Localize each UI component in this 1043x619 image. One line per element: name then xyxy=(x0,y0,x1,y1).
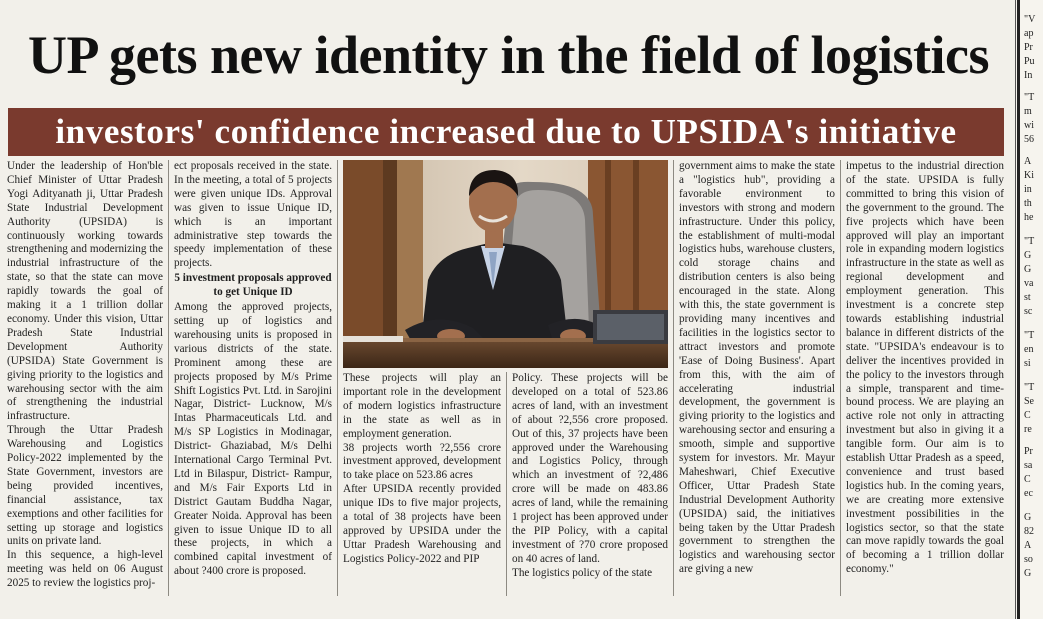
column-1-paragraph-3: In this sequence, a high-level meeting was held on 06 August 2025 to review the logistics proj- xyxy=(7,549,163,590)
neighbor-strip-line: A xyxy=(1024,540,1032,551)
column-4-paragraph-1: Policy. These projects will be developed on a total of 523.86 acres of land, with an investment of about ?2,556 crore proposed. Out of this, 37 projects have been approved under the Warehousing and Logistics Policy, through which an investment of ?2,486 crore will be made on 483.86 acres of land, while the remaining 1 project has been approved under the PIP Policy, with a capital investment of ?70 crore proposed on 40 acres of land. xyxy=(512,372,668,565)
neighbor-strip-line: C xyxy=(1024,410,1031,421)
neighbor-strip-line: ec xyxy=(1024,488,1033,499)
subheadline-banner: investors' confidence increased due to UPSIDA's initiative xyxy=(8,108,1004,156)
neighbor-strip-line: in xyxy=(1024,184,1032,195)
neighbor-strip-line: G xyxy=(1024,568,1032,579)
neighbor-strip-line: C xyxy=(1024,474,1031,485)
column-5 xyxy=(679,160,835,598)
neighbor-strip-line: In xyxy=(1024,70,1033,81)
neighbor-strip-line: Pu xyxy=(1024,56,1035,67)
neighbor-strip-line: "T xyxy=(1024,330,1035,341)
column-2-paragraph-2: Among the approved projects, setting up of logistics and warehousing units is proposed in various districts of the state. Prominent among these are projects proposed by M/s Prime Shift Logistics Pvt. Ltd. in Sarojini Nagar, District- Lucknow, M/s Intas Pharmaceuticals Ltd. and M/s SP Logistics in Modinagar, District- Ghaziabad, M/s Delhi International Cargo Terminal Pvt. Ltd in Bilaspur, District- Rampur, and M/s Fair Exports Ltd in District Gautam Buddha Nagar, Greater Noida. Approval has been given to issue Unique ID to all these projects, in which a combined capital investment of about ?400 crore is proposed. xyxy=(174,301,332,578)
neighbor-strip-line: en xyxy=(1024,344,1034,355)
neighbor-strip-line: 56 xyxy=(1024,134,1034,145)
column-5-paragraph-1: government aims to make the state a "logistics hub", providing a favorable environment to investors with strong and modern infrastructure. Under this policy, the establishment of multi-modal logistics hubs, warehouse clusters, cold storage chains and distribution centers is also being encouraged in the state. Along with this, the state government is providing many incentives and facilities in the logistics sector to attract investors and promote 'Ease of Doing Business'. Apart from this, with the aim of accelerating industrial development, the government is giving priority to the logistics and warehousing sector and ensuring a smooth, simple and supportive system for investors. Mr. Mayur Maheshwari, Chief Executive Officer, Uttar Pradesh State Industrial Development Authority (UPSIDA) said, the initiatives being taken by the Uttar Pradesh government to strengthen the logistics and warehousing sector are giving a new xyxy=(679,160,835,576)
column-1 xyxy=(7,160,163,598)
neighbor-strip-line: "T xyxy=(1024,382,1035,393)
headline: UP gets new identity in the field of logistics xyxy=(28,25,989,85)
column-4 xyxy=(512,372,668,598)
neighbor-strip-line: Pr xyxy=(1024,42,1033,53)
neighbor-strip-line: Pr xyxy=(1024,446,1033,457)
neighbor-strip-line: Se xyxy=(1024,396,1034,407)
column-divider xyxy=(168,160,169,596)
column-1-paragraph-2: Through the Uttar Pradesh Warehousing and Logistics Policy-2022 implemented by the State Government, investors are being provided incentives, financial assistance, tax exemptions and other facilities for setting up storage and logistics units on private land. xyxy=(7,424,163,548)
column-3-paragraph-3: After UPSIDA recently provided unique IDs to five major projects, a total of 38 projects have been approved by UPSIDA under the Uttar Pradesh Warehousing and Logistics Policy-2022 and PIP xyxy=(343,483,501,565)
neighbor-strip-line: th xyxy=(1024,198,1032,209)
neighbor-strip-line: va xyxy=(1024,278,1034,289)
column-divider xyxy=(673,160,674,596)
column-3-paragraph-2: 38 projects worth ?2,556 crore investment approved, development to take place on 523.86 acres xyxy=(343,441,501,482)
column-6-paragraph-1: impetus to the industrial direction of the state. UPSIDA is fully committed to bring this vision of the government to the ground. The five projects which have been approved will play an important role in expanding modern logistics infrastructure in the state as well as regional development and employment generation. This investment is a concrete step towards establishing industrial balance in different districts of the state. "UPSIDA's endeavour is to deliver the incentives provided in the policy to the investors through a simple, transparent and time-bound process. We are playing an active role not only in attracting investment but also in giving it a tangible form. Our aim is to establish Uttar Pradesh as a speed, convenience and trust based logistics hub. In the coming years, we are creating more extensive investment possibilities in the logistics sector, so that the state can move rapidly towards the goal of becoming a 1 trillion dollar economy." xyxy=(846,160,1004,576)
neighbor-strip-line: m xyxy=(1024,106,1032,117)
ceo-photo-illustration xyxy=(343,160,668,368)
neighbor-strip-line: "T xyxy=(1024,92,1035,103)
neighbor-strip-line: sa xyxy=(1024,460,1033,471)
column-divider xyxy=(337,160,338,596)
column-3-paragraph-1: These projects will play an important role in the development of modern logistics infrastructure in the state as well as in employment generation. xyxy=(343,372,501,440)
neighbor-strip-line: G xyxy=(1024,250,1032,261)
ceo-photo xyxy=(343,160,668,368)
neighbor-strip-line: re xyxy=(1024,424,1032,435)
column-divider xyxy=(840,160,841,596)
column-2 xyxy=(174,160,332,598)
neighbor-strip-line: ap xyxy=(1024,28,1034,39)
column-4-paragraph-2: The logistics policy of the state xyxy=(512,566,653,579)
column-3 xyxy=(343,372,501,598)
neighbor-strip-line: "V xyxy=(1024,14,1036,25)
column-2-paragraph-1: ect proposals received in the state. In the meeting, a total of 5 projects were given unique IDs. Approval was given to issue Unique ID, which is an important administrative step towards the speedy implementation of these projects. xyxy=(174,160,332,270)
neighbor-strip-line: 82 xyxy=(1024,526,1034,537)
neighbor-strip-line: sc xyxy=(1024,306,1033,317)
neighbor-article-strip xyxy=(1015,0,1043,619)
neighbor-strip-line: G xyxy=(1024,512,1032,523)
column-1-paragraph-1: Under the leadership of Hon'ble Chief Minister of Uttar Pradesh Yogi Adityanath ji, Uttar Pradesh State Industrial Development Authority (UPSIDA) is continuously working towards strengthening and modernizing the industrial infrastructure of the state, so that the state can move rapidly towards the goal of making it a 1 trillion dollar economy. Under this vision, Uttar Pradesh State Industrial Development Authority (UPSIDA) State Government is giving priority to the logistics and warehousing sector with the aim of strengthening the industrial infrastructure. xyxy=(7,160,163,423)
neighbor-strip-line: so xyxy=(1024,554,1033,565)
column-divider xyxy=(506,372,507,596)
neighbor-strip-line: G xyxy=(1024,264,1032,275)
section-subhead-unique-id: 5 investment proposals approved to get Unique ID xyxy=(174,272,332,299)
neighbor-strip-line: wi xyxy=(1024,120,1034,131)
neighbor-strip-divider xyxy=(1017,0,1020,619)
neighbor-strip-line: "T xyxy=(1024,236,1035,247)
column-6 xyxy=(846,160,1004,598)
neighbor-strip-line: st xyxy=(1024,292,1031,303)
neighbor-strip-line: si xyxy=(1024,358,1031,369)
neighbor-strip-line: he xyxy=(1024,212,1034,223)
neighbor-strip-line: Ki xyxy=(1024,170,1034,181)
neighbor-strip-line: A xyxy=(1024,156,1032,167)
